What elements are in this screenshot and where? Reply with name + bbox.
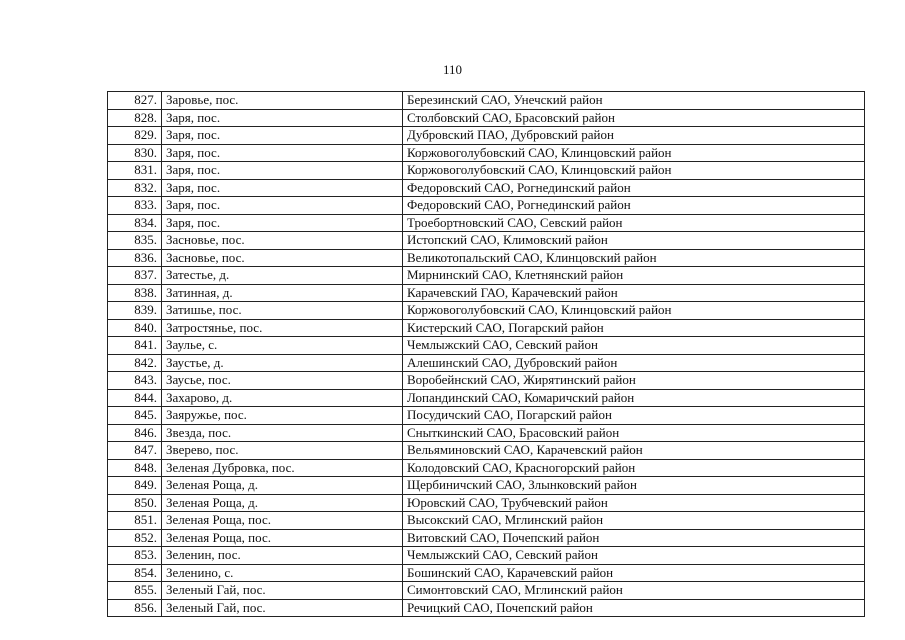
settlement-name-cell: Затишье, пос. [162,302,403,320]
table-row [108,529,865,547]
table-row [108,127,865,145]
administrative-unit-cell: Коржовоголубовский САО, Клинцовский район [403,144,865,162]
row-number-cell: 838. [108,284,162,302]
table-row [108,144,865,162]
table-row [108,512,865,530]
table-row [108,319,865,337]
row-number-cell: 828. [108,109,162,127]
settlement-name-cell: Зверево, пос. [162,442,403,460]
settlement-name-cell: Звезда, пос. [162,424,403,442]
settlement-name-cell: Зеленая Дубровка, пос. [162,459,403,477]
table-row [108,424,865,442]
table-row [108,337,865,355]
page-number: 110 [442,62,463,77]
table-row [108,354,865,372]
table-row [108,92,865,110]
administrative-unit-cell: Лопандинский САО, Комаричский район [403,389,865,407]
settlement-name-cell: Заря, пос. [162,214,403,232]
table-row [108,214,865,232]
table-row [108,407,865,425]
administrative-unit-cell: Высокский САО, Мглинский район [403,512,865,530]
settlements-table [107,91,865,617]
settlement-name-cell: Заря, пос. [162,144,403,162]
table-row [108,564,865,582]
administrative-unit-cell: Коржовоголубовский САО, Клинцовский район [403,302,865,320]
settlement-name-cell: Затестье, д. [162,267,403,285]
administrative-unit-cell: Щербиничский САО, Злынковский район [403,477,865,495]
table-row [108,249,865,267]
administrative-unit-cell: Вельяминовский САО, Карачевский район [403,442,865,460]
row-number-cell: 856. [108,599,162,617]
administrative-unit-cell: Бошинский САО, Карачевский район [403,564,865,582]
table-row [108,459,865,477]
row-number-cell: 839. [108,302,162,320]
row-number-cell: 835. [108,232,162,250]
settlement-name-cell: Затинная, д. [162,284,403,302]
administrative-unit-cell: Сныткинский САО, Брасовский район [403,424,865,442]
row-number-cell: 852. [108,529,162,547]
settlement-name-cell: Заусье, пос. [162,372,403,390]
settlement-name-cell: Заяружье, пос. [162,407,403,425]
row-number-cell: 849. [108,477,162,495]
administrative-unit-cell: Мирнинский САО, Клетнянский район [403,267,865,285]
row-number-cell: 844. [108,389,162,407]
row-number-cell: 850. [108,494,162,512]
row-number-cell: 829. [108,127,162,145]
table-row [108,494,865,512]
administrative-unit-cell: Истопский САО, Климовский район [403,232,865,250]
administrative-unit-cell: Чемлыжский САО, Севский район [403,337,865,355]
row-number-cell: 841. [108,337,162,355]
settlement-name-cell: Заря, пос. [162,197,403,215]
row-number-cell: 848. [108,459,162,477]
row-number-cell: 853. [108,547,162,565]
administrative-unit-cell: Великотопальский САО, Клинцовский район [403,249,865,267]
settlement-name-cell: Затростянье, пос. [162,319,403,337]
settlement-name-cell: Зеленая Роща, д. [162,494,403,512]
administrative-unit-cell: Алешинский САО, Дубровский район [403,354,865,372]
row-number-cell: 837. [108,267,162,285]
settlement-name-cell: Зеленая Роща, пос. [162,512,403,530]
administrative-unit-cell: Речицкий САО, Почепский район [403,599,865,617]
settlement-name-cell: Заровье, пос. [162,92,403,110]
row-number-cell: 846. [108,424,162,442]
settlement-name-cell: Захарово, д. [162,389,403,407]
administrative-unit-cell: Воробейнский САО, Жирятинский район [403,372,865,390]
settlement-name-cell: Зеленая Роща, д. [162,477,403,495]
administrative-unit-cell: Столбовский САО, Брасовский район [403,109,865,127]
row-number-cell: 854. [108,564,162,582]
settlement-name-cell: Засновье, пос. [162,249,403,267]
row-number-cell: 831. [108,162,162,180]
row-number-cell: 832. [108,179,162,197]
administrative-unit-cell: Коржовоголубовский САО, Клинцовский район [403,162,865,180]
row-number-cell: 836. [108,249,162,267]
table-row [108,197,865,215]
row-number-cell: 827. [108,92,162,110]
table-row [108,547,865,565]
settlement-name-cell: Зеленин, пос. [162,547,403,565]
administrative-unit-cell: Чемлыжский САО, Севский район [403,547,865,565]
table-row [108,599,865,617]
settlement-name-cell: Заулье, с. [162,337,403,355]
administrative-unit-cell: Симонтовский САО, Мглинский район [403,582,865,600]
settlement-name-cell: Заря, пос. [162,162,403,180]
settlement-name-cell: Заустье, д. [162,354,403,372]
table-row [108,372,865,390]
table-row [108,179,865,197]
administrative-unit-cell: Колодовский САО, Красногорский район [403,459,865,477]
settlement-name-cell: Заря, пос. [162,179,403,197]
row-number-cell: 830. [108,144,162,162]
table-row [108,477,865,495]
table-row [108,582,865,600]
table-row [108,162,865,180]
administrative-unit-cell: Троебортновский САО, Севский район [403,214,865,232]
administrative-unit-cell: Посудичский САО, Погарский район [403,407,865,425]
administrative-unit-cell: Дубровский ПАО, Дубровский район [403,127,865,145]
administrative-unit-cell: Березинский САО, Унечский район [403,92,865,110]
settlement-name-cell: Заря, пос. [162,109,403,127]
administrative-unit-cell: Кистерский САО, Погарский район [403,319,865,337]
settlement-name-cell: Зеленый Гай, пос. [162,582,403,600]
administrative-unit-cell: Витовский САО, Почепский район [403,529,865,547]
row-number-cell: 851. [108,512,162,530]
row-number-cell: 840. [108,319,162,337]
table-row [108,267,865,285]
settlement-name-cell: Зеленая Роща, пос. [162,529,403,547]
row-number-cell: 834. [108,214,162,232]
row-number-cell: 842. [108,354,162,372]
settlements-table-body [108,92,865,617]
table-row [108,232,865,250]
administrative-unit-cell: Федоровский САО, Рогнединский район [403,179,865,197]
row-number-cell: 845. [108,407,162,425]
settlement-name-cell: Зеленый Гай, пос. [162,599,403,617]
table-row [108,284,865,302]
table-row [108,109,865,127]
row-number-cell: 843. [108,372,162,390]
administrative-unit-cell: Карачевский ГАО, Карачевский район [403,284,865,302]
table-row [108,442,865,460]
row-number-cell: 833. [108,197,162,215]
row-number-cell: 855. [108,582,162,600]
row-number-cell: 847. [108,442,162,460]
settlement-name-cell: Зеленино, с. [162,564,403,582]
settlement-name-cell: Заря, пос. [162,127,403,145]
table-row [108,302,865,320]
settlement-name-cell: Засновье, пос. [162,232,403,250]
administrative-unit-cell: Юровский САО, Трубчевский район [403,494,865,512]
administrative-unit-cell: Федоровский САО, Рогнединский район [403,197,865,215]
table-row [108,389,865,407]
